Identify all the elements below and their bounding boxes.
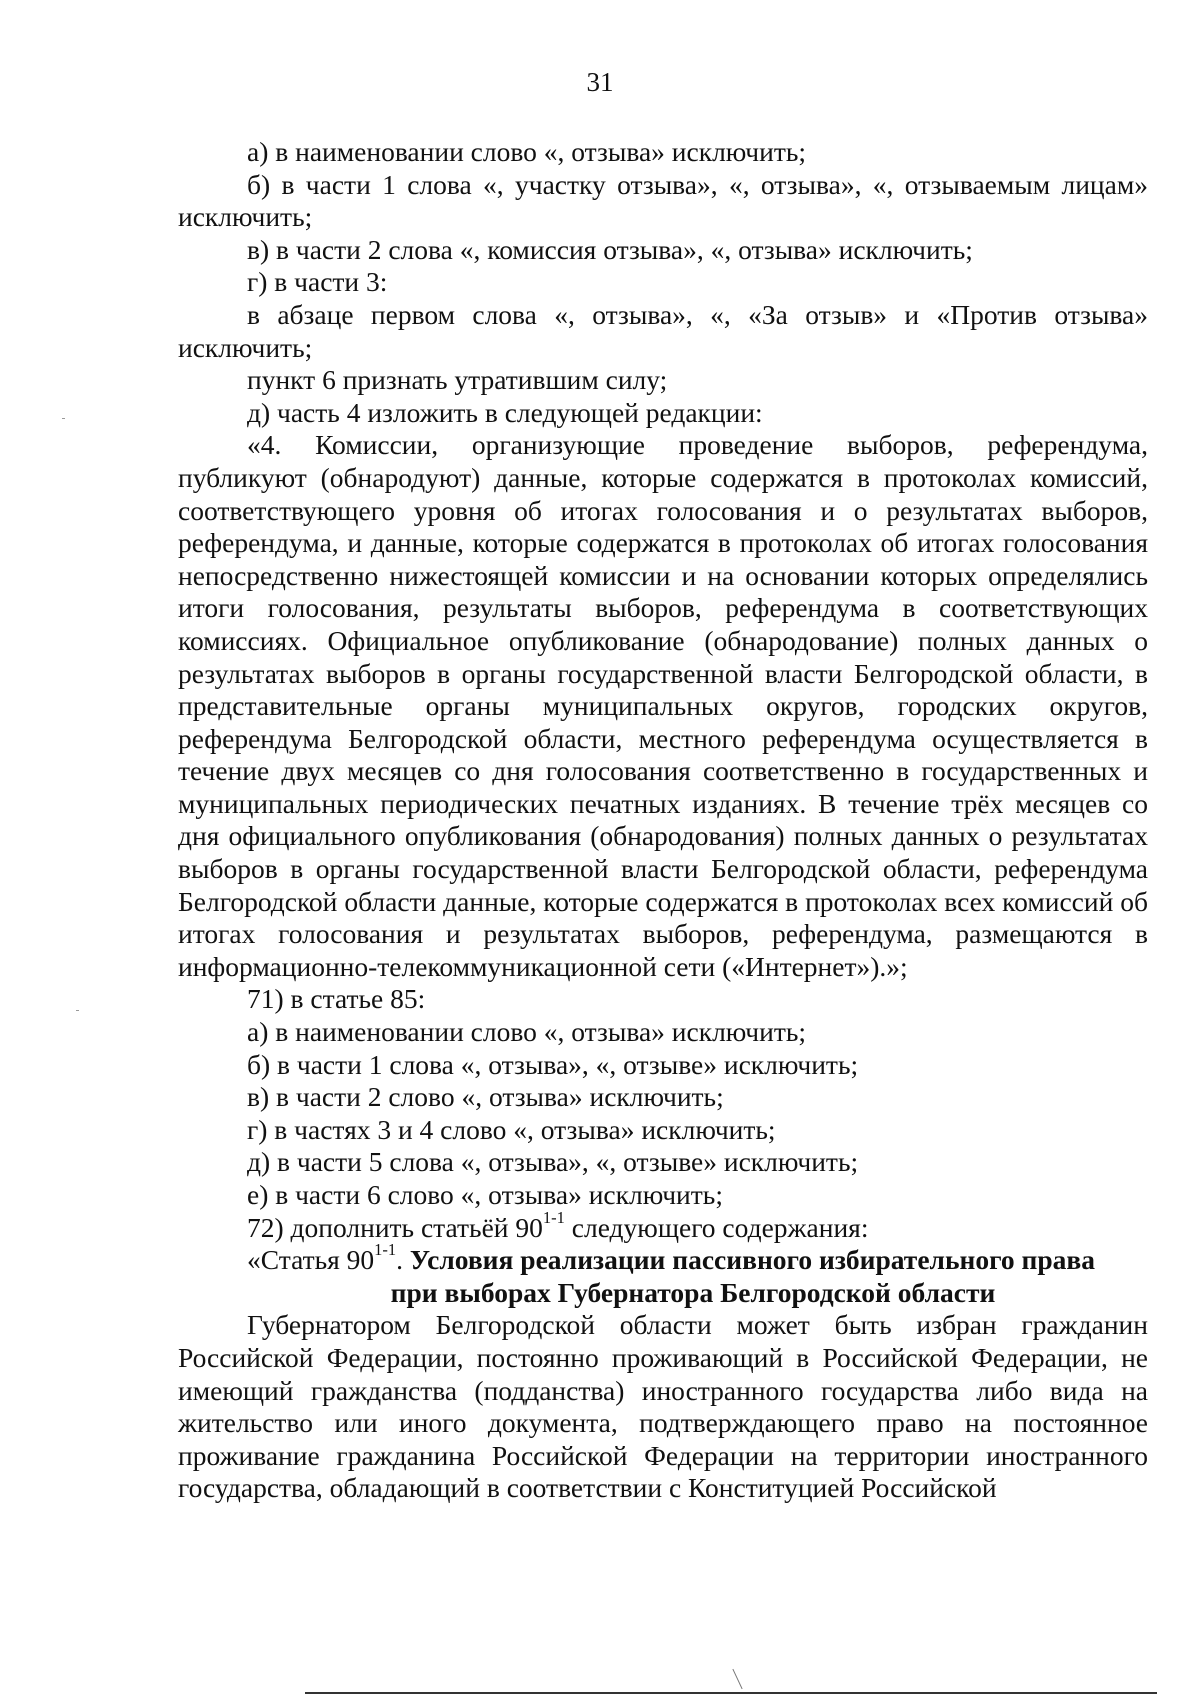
scan-speck: [76, 1010, 79, 1011]
paragraph-quoted-part-4: «4. Комиссии, организующие проведение выборов, референдума, публикуют (обнародуют) данные, которые содержатся в протоколах комиссий, соответствующего уровня об итогах голосования и о результатах выборов, референдума, и данные, которые содержатся в протоколах об итогах голосования непосредственно нижестоящей комиссии и на основании которых определялись итоги голосования, результаты выборов, референдума в соответствующих комиссиях. Официальное опубликование (обнародование) полных данных о результатах выборов в органы государственной власти Белгородской области, в представительные органы муниципальных округов, городских округов, референдума Белгородской области, местного референдума осуществляется в течение двух месяцев со дня голосования соответственно в государственных и муниципальных периодических печатных изданиях. В течение трёх месяцев со дня официального опубликования (обнародования) полных данных о результатах выборов в органы государственной власти Белгородской области, референдума Белгородской области данные, которые содержатся в протоколах всех комиссий об итогах голосования и результатах выборов, референдума, размещаются в информационно-телекоммуникационной сети («Интернет»).»;: [178, 429, 1148, 982]
paragraph: в абзаце первом слова «, отзыва», «, «За отзыв» и «Против отзыва» исключить;: [178, 298, 1148, 363]
paragraph: а) в наименовании слово «, отзыва» исключить;: [247, 136, 807, 167]
article-heading: [178, 1240, 1148, 1277]
article-dot: .: [396, 1244, 410, 1276]
item72-superscript: 1-1: [542, 1207, 565, 1227]
document-body: [178, 136, 1148, 1505]
paragraph-final: Губернатором Белгородской области может быть избран гражданин Российской Федерации, постоянно проживающий в Российской Федерации, не имеющий гражданства (подданства) иностранного государства либо вида на жительство или иного документа, подтверждающего право на постоянное проживание гражданина Российской Федерации на территории иностранного государства, обладающий в соответствии с Конституцией Российской: [178, 1309, 1148, 1504]
paragraph: в) в части 2 слова «, комиссия отзыва», «, отзыва» исключить;: [247, 233, 973, 265]
article-prefix: «Статья 90: [247, 1244, 375, 1276]
article-title-line2: при выборах Губернатора Белгородской области: [390, 1276, 996, 1308]
paragraph: д) в части 5 слова «, отзыва», «, отзыве» исключить;: [247, 1146, 859, 1178]
page-number: 31: [586, 67, 614, 97]
paragraph: б) в части 1 слова «, участку отзыва», «, отзыва», «, отзываемым лицам» исключить;: [178, 168, 1148, 233]
paragraph: г) в частях 3 и 4 слово «, отзыва» исключить;: [247, 1113, 776, 1145]
item72-text-end: следующего содержания:: [564, 1211, 869, 1243]
paragraph: б) в части 1 слова «, отзыва», «, отзыве» исключить;: [247, 1048, 859, 1080]
paragraph: 71) в статье 85:: [247, 983, 426, 1015]
paragraph: д) часть 4 изложить в следующей редакции:: [247, 396, 763, 428]
item72-text: 72) дополнить статьёй 90: [247, 1211, 543, 1243]
paragraph: в) в части 2 слово «, отзыва» исключить;: [247, 1081, 724, 1113]
scan-mark: [732, 1669, 742, 1689]
scan-speck: [62, 418, 65, 419]
article-superscript: 1-1: [374, 1240, 397, 1260]
paragraph: г) в части 3:: [247, 266, 388, 298]
article-title-line1: Условия реализации пассивного избирательного права: [409, 1244, 1096, 1276]
paragraph-item-72: [178, 1207, 1148, 1245]
scan-bottom-line: [305, 1692, 1157, 1694]
paragraph: е) в части 6 слово «, отзыва» исключить;: [247, 1179, 723, 1210]
paragraph: пункт 6 признать утратившим силу;: [247, 364, 668, 396]
paragraph: а) в наименовании слово «, отзыва» исключить;: [247, 1016, 807, 1048]
